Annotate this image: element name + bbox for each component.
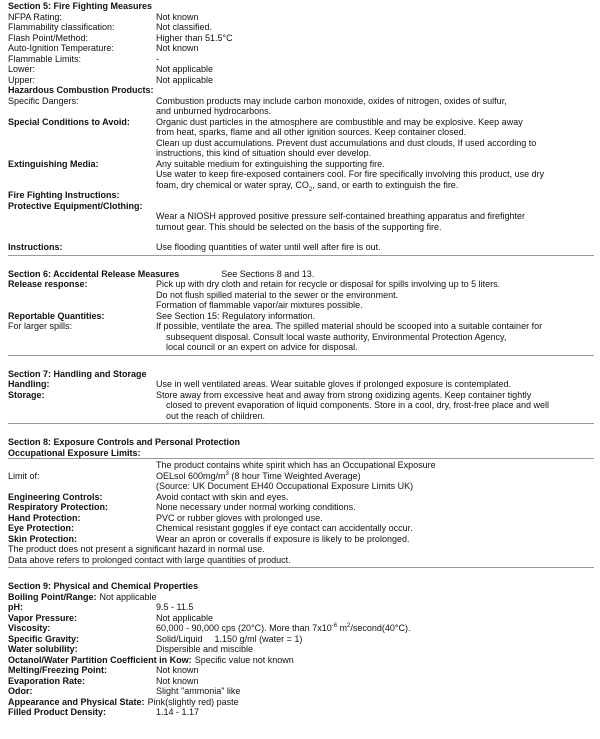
- value: Chemical resistant goggles if eye contact can accidentally occur.: [156, 523, 413, 533]
- section-7-title: Section 7: Handling and Storage: [8, 368, 147, 379]
- value: Not applicable: [99, 591, 157, 602]
- value: See Section 15: Regulatory information.: [156, 310, 316, 321]
- label: Melting/Freezing Point:: [8, 665, 107, 675]
- label: Flammability classification:: [8, 22, 115, 32]
- value: Use in well ventilated areas. Wear suitable gloves if prolonged exposure is contemplated.: [156, 379, 512, 389]
- section-6-see-also: See Sections 8 and 13.: [221, 268, 315, 279]
- section-8-title: Section 8: Exposure Controls and Personal Protection: [8, 437, 241, 447]
- melting-point-row: [8, 665, 594, 676]
- label: Vapor Pressure:: [8, 612, 78, 623]
- label: NFPA Rating:: [8, 11, 62, 22]
- value: Solid/Liquid 1.150 g/ml (water = 1): [156, 633, 303, 644]
- value: (Source: UK Document EH40 Occupational Exposure Limits UK): [156, 481, 414, 491]
- divider: [8, 458, 594, 459]
- vapor-pressure-row: [8, 613, 594, 624]
- value: local council or an expert on advice for disposal.: [166, 342, 358, 352]
- label: Specific Dangers:: [8, 95, 79, 106]
- label: Hand Protection:: [8, 512, 81, 523]
- evaporation-rate-row: [8, 676, 594, 687]
- nfpa-row: [8, 12, 594, 23]
- eye-protection-row: [8, 523, 594, 534]
- special-conditions-row-4: [8, 148, 594, 159]
- skin-protection-row: [8, 534, 594, 545]
- label: Skin Protection:: [8, 533, 78, 544]
- label: For larger spills:: [8, 321, 73, 331]
- value: Wear a NIOSH approved positive pressure self-contained breathing apparatus and firefighter: [156, 211, 526, 221]
- value: Not applicable: [156, 74, 214, 85]
- value: Do not flush spilled material to the sewer or the environment.: [156, 289, 399, 300]
- specific-gravity-row: [8, 634, 594, 645]
- label: Respiratory Protection:: [8, 502, 109, 512]
- ppe-row: [8, 211, 594, 222]
- label: Octanol/Water Partition Coefficient in Kow:: [8, 654, 192, 665]
- sds-page: [8, 0, 594, 718]
- boiling-point-row: [8, 592, 594, 603]
- release-response-row-2: [8, 290, 594, 301]
- viscosity-row: [8, 623, 594, 634]
- value: Any suitable medium for extinguishing the supporting fire.: [156, 158, 385, 169]
- odor-row: [8, 686, 594, 697]
- value: subsequent disposal. Consult local waste authority, Environmental Protection Agency,: [166, 331, 507, 342]
- value: PVC or rubber gloves with prolonged use.: [156, 512, 323, 523]
- special-conditions-row: [8, 117, 594, 128]
- divider: [8, 423, 594, 424]
- reportable-quantities-row: [8, 311, 594, 322]
- label: Extinguishing Media:: [8, 158, 99, 169]
- value: None necessary under normal working conditions.: [156, 502, 356, 512]
- value: Clean up dust accumulations. Prevent dust accumulations and dust clouds, If used according to: [156, 137, 537, 148]
- label: Appearance and Physical State:: [8, 696, 145, 707]
- label: Eye Protection:: [8, 523, 75, 533]
- exposure-limit-row-0: [8, 460, 594, 471]
- lower-limit-row: [8, 64, 594, 75]
- specific-dangers-row-2: [8, 106, 594, 117]
- release-response-row: [8, 279, 594, 290]
- section-5-title: Section 5: Fire Fighting Measures: [8, 1, 153, 11]
- value: Higher than 51.5°C: [156, 32, 233, 43]
- value: Slight "ammonia" like: [156, 686, 241, 696]
- note-row: [8, 544, 594, 555]
- value: 1.14 - 1.17: [156, 707, 200, 717]
- protective-equipment-heading: Protective Equipment/Clothing:: [8, 200, 143, 211]
- label: Reportable Quantities:: [8, 310, 105, 321]
- value: instructions, this kind of situation should ever develop.: [156, 148, 372, 158]
- filled-density-row: [8, 707, 594, 718]
- exposure-limit-row-2: [8, 481, 594, 492]
- occupational-exposure-heading: Occupational Exposure Limits:: [8, 447, 141, 458]
- value: Use water to keep fire-exposed containers cool. For fire specifically involving this product, use dry: [156, 169, 545, 179]
- label: Boiling Point/Range:: [8, 591, 97, 602]
- value: Dispersible and miscible: [156, 644, 254, 654]
- label: Limit of:: [8, 470, 40, 481]
- value: Not known: [156, 665, 199, 675]
- specific-dangers-row: [8, 96, 594, 107]
- section-9-title: Section 9: Physical and Chemical Properties: [8, 581, 199, 591]
- water-solubility-row: [8, 644, 594, 655]
- storage-row-3: [8, 411, 594, 422]
- value: Avoid contact with skin and eyes.: [156, 491, 289, 502]
- extinguishing-media-row-2: [8, 169, 594, 180]
- note-row-2: [8, 555, 594, 566]
- label: Handling:: [8, 379, 50, 389]
- hand-protection-row: [8, 513, 594, 524]
- divider: [8, 355, 594, 356]
- divider: [8, 567, 594, 568]
- divider: [8, 255, 594, 256]
- value: The product contains white spirit which has an Occupational Exposure: [156, 460, 436, 470]
- label: Instructions:: [8, 242, 63, 252]
- larger-spills-row-2: [8, 332, 594, 343]
- value: closed to prevent evaporation of liquid components. Store in a cool, dry, frost-free place and well: [166, 400, 550, 410]
- value: Pick up with dry cloth and retain for recycle or disposal for spills involving up to 5 liters.: [156, 279, 501, 289]
- value: from heat, sparks, flame and all other ignition sources. Keep container closed.: [156, 127, 467, 137]
- value: Combustion products may include carbon monoxide, oxides of nitrogen, oxides of sulfur,: [156, 95, 507, 106]
- release-response-row-3: [8, 300, 594, 311]
- larger-spills-row: [8, 321, 594, 332]
- flammability-row: [8, 22, 594, 33]
- extinguishing-media-row-3: [8, 180, 594, 191]
- engineering-controls-row: [8, 492, 594, 503]
- ph-row: [8, 602, 594, 613]
- exposure-limit-row: [8, 471, 594, 482]
- handling-row: [8, 379, 594, 390]
- label: Lower:: [8, 64, 36, 74]
- appearance-row: [8, 697, 594, 708]
- label: Specific Gravity:: [8, 633, 80, 644]
- label: Storage:: [8, 389, 45, 400]
- flammable-limits-row: [8, 54, 594, 65]
- special-conditions-row-3: [8, 138, 594, 149]
- ppe-row-2: [8, 222, 594, 233]
- value: OELsol $600mg/m^3$ (8 hour Time Weighted Average): [156, 470, 361, 481]
- label: Upper:: [8, 74, 36, 85]
- label: Filled Product Density:: [8, 707, 107, 717]
- auto-ignition-row: [8, 43, 594, 54]
- storage-row: [8, 390, 594, 401]
- fire-fighting-instructions-heading: Fire Fighting Instructions:: [8, 190, 120, 200]
- section-6-title: Section 6: Accidental Release Measures: [8, 268, 180, 279]
- label: Odor:: [8, 686, 33, 696]
- respiratory-protection-row: [8, 502, 594, 513]
- value: turnout gear. This should be selected on the basis of the supporting fire.: [156, 221, 442, 232]
- hazardous-combustion-heading: Hazardous Combustion Products:: [8, 85, 154, 95]
- value: Organic dust particles in the atmosphere are combustible and may be explosive. Keep away: [156, 116, 523, 127]
- value: Use flooding quantities of water until well after fire is out.: [156, 242, 381, 252]
- value: Not known: [156, 11, 199, 22]
- value: Specific value not known: [194, 654, 294, 665]
- octanol-water-row: [8, 655, 594, 666]
- upper-limit-row: [8, 75, 594, 86]
- value: Pink(slightly red) paste: [147, 696, 239, 707]
- value: Formation of flammable vapor/air mixtures possible.: [156, 300, 363, 310]
- value: and unburned hydrocarbons.: [156, 106, 272, 116]
- label: Evaporation Rate:: [8, 675, 86, 686]
- value: -: [156, 53, 159, 64]
- larger-spills-row-3: [8, 342, 594, 353]
- label: Flammable Limits:: [8, 53, 82, 64]
- value: foam, dry chemical or water spray, $CO_2$, sand, or earth to extinguish the fire.: [156, 179, 459, 193]
- label: Release response:: [8, 279, 88, 289]
- flash-point-row: [8, 33, 594, 44]
- note-text: Data above refers to prolonged contact with large quantities of product.: [8, 554, 291, 565]
- value: 9.5 - 11.5: [156, 602, 194, 612]
- value: Not classified.: [156, 22, 213, 32]
- label: Special Conditions to Avoid:: [8, 116, 130, 127]
- storage-row-2: [8, 400, 594, 411]
- value: If possible, ventilate the area. The spilled material should be scooped into a suitable container for: [156, 321, 543, 331]
- instructions-row: [8, 242, 594, 253]
- label: Engineering Controls:: [8, 491, 103, 502]
- label: Water solubility:: [8, 644, 78, 654]
- label: Auto-Ignition Temperature:: [8, 43, 114, 53]
- note-text: The product does not present a significant hazard in normal use.: [8, 544, 265, 554]
- value: Not applicable: [156, 612, 214, 623]
- value: Store away from excessive heat and away from strong oxidizing agents. Keep container tightly: [156, 389, 532, 400]
- special-conditions-row-2: [8, 127, 594, 138]
- value: Not applicable: [156, 64, 214, 74]
- extinguishing-media-row: [8, 159, 594, 170]
- label: pH:: [8, 602, 23, 612]
- label: Viscosity:: [8, 623, 51, 633]
- value: out the reach of children.: [166, 410, 266, 421]
- value: Not known: [156, 43, 199, 53]
- value: 60,000 - 90,000 cps (20°C). More than $7x10^{-6}$ $m^2/second(40^\circ C)$.: [156, 623, 411, 633]
- value: Not known: [156, 675, 199, 686]
- section-6-title-row: [8, 269, 594, 280]
- value: Wear an apron or coveralls if exposure is likely to be prolonged.: [156, 533, 410, 544]
- label: Flash Point/Method:: [8, 32, 89, 43]
